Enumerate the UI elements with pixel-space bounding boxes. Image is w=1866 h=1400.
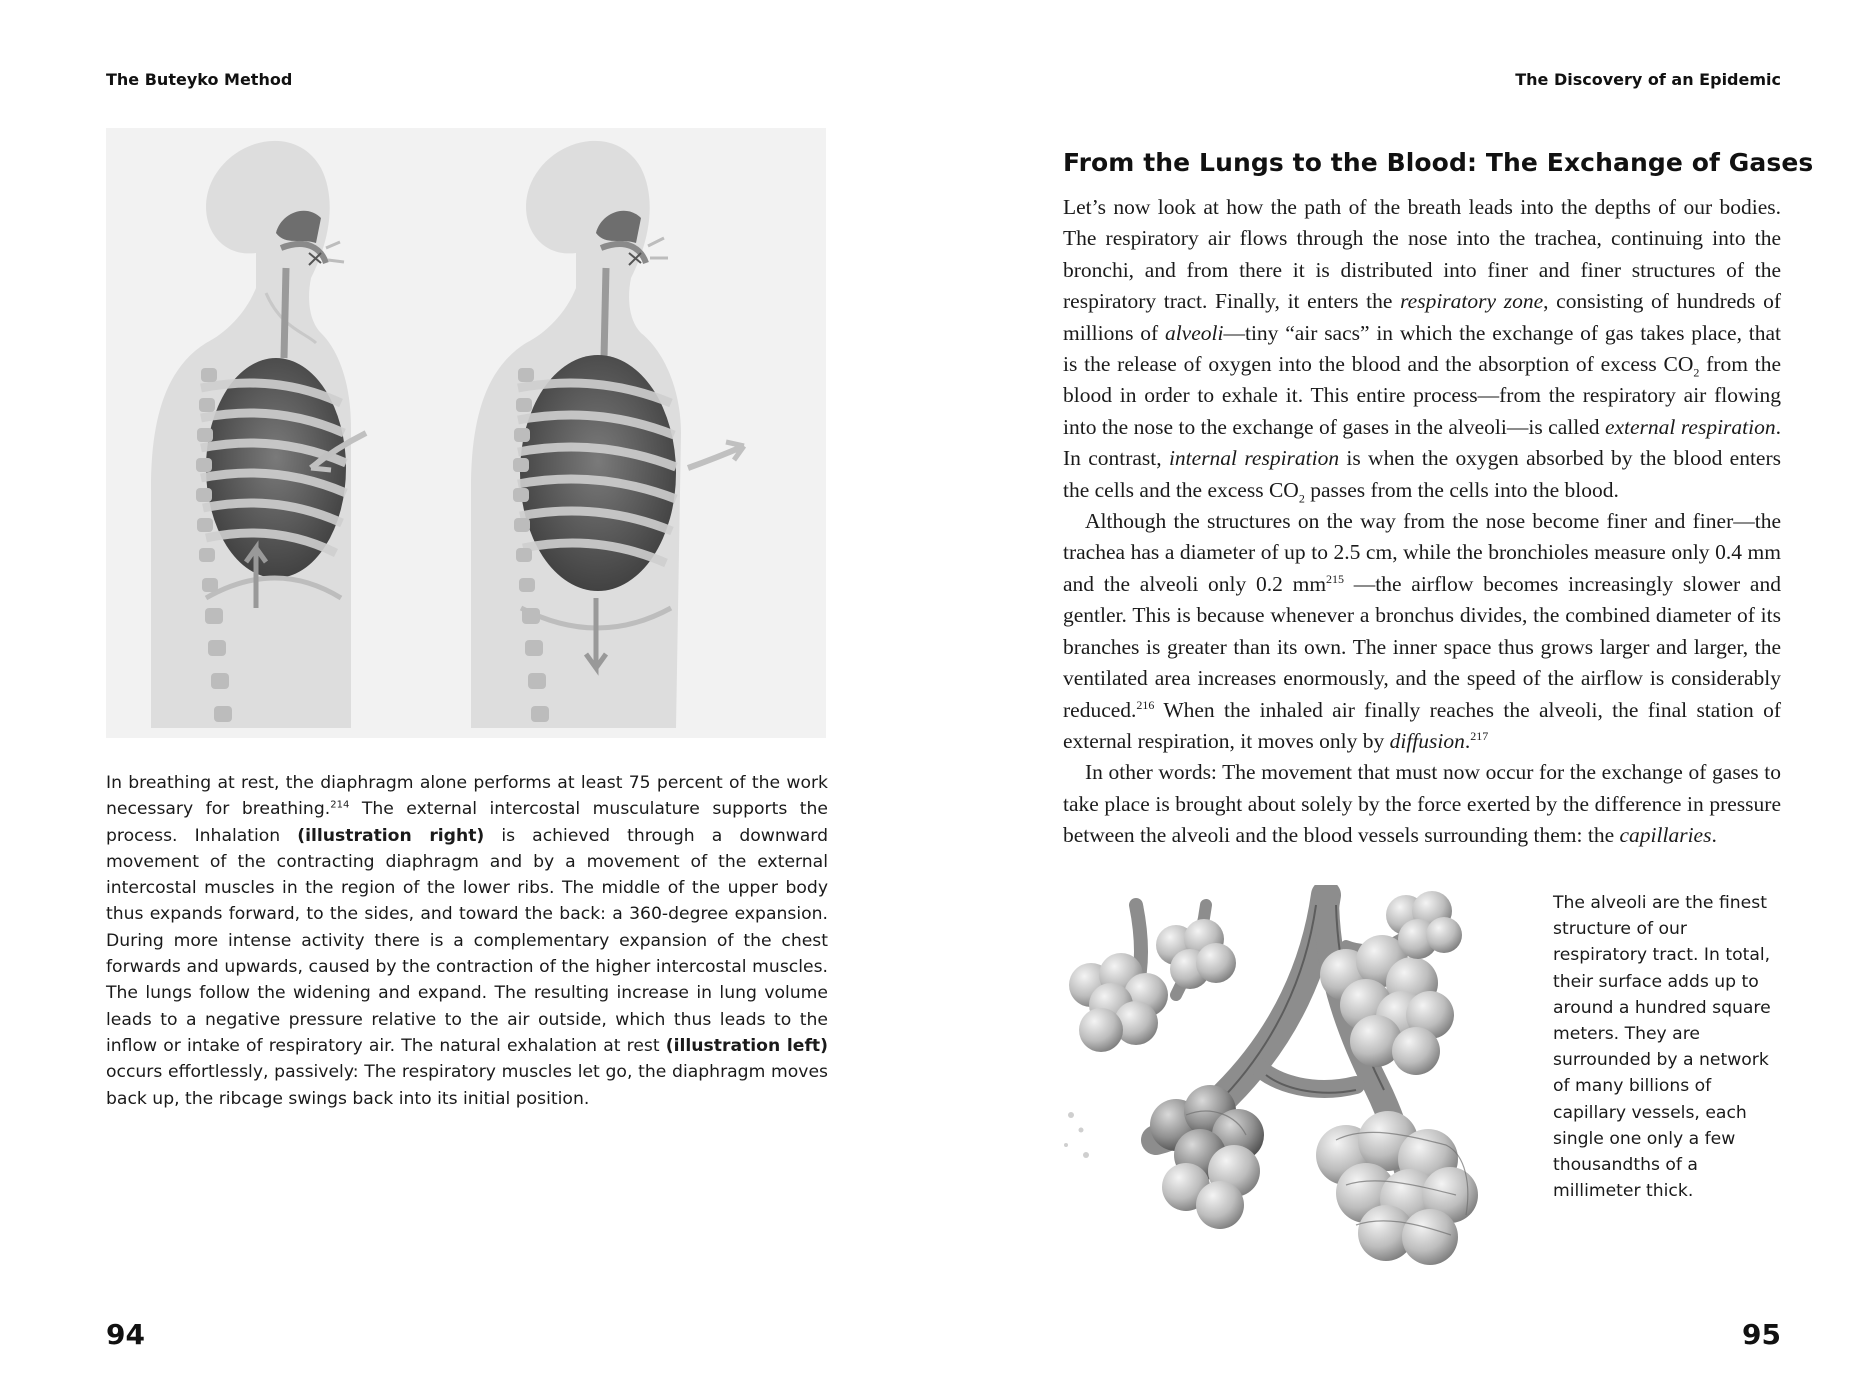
subscript-2: 2: [1298, 490, 1305, 505]
body-text-run: .: [1464, 728, 1471, 753]
subscript-2: 2: [1693, 365, 1700, 380]
breathing-caption-paragraph: [106, 770, 828, 1112]
caption-text: In breathing at rest, the diaphragm alone performs at least 75 percent of the work necessary for breathing.: [106, 773, 828, 820]
body-text-run: .: [1711, 823, 1717, 848]
body-paragraph-1: [1063, 192, 1781, 506]
term-capillaries: capillaries: [1619, 823, 1712, 848]
right-page: [933, 0, 1866, 1400]
body-text-run: Although the structures on the way from the nose become finer and finer—the trachea has a diameter of up to 2.5 cm, while the bronchioles measure only 0.4 mm and the alveoli only 0.2 mm: [1063, 509, 1781, 596]
body-text-run: passes from the cells into the blood.: [1304, 477, 1619, 502]
term-respiratory-zone: respiratory zone: [1400, 289, 1544, 314]
alveoli-caption-text: The alveoli are the finest structure of our respiratory tract. In total, their surface adds up to around a hundred square meters. They are surrounded by a network of many billions of capillary vessels, each single one only a few thousandths of a millimeter thick.: [1553, 893, 1771, 1202]
body-text-run: from the blood in order to exhale it. This entire process—from the respiratory air flowing into the nose to the exchange of gases in the alveoli—is called: [1063, 352, 1781, 439]
footnote-ref-214[interactable]: 214: [330, 799, 350, 811]
breathing-illustration-icon: [106, 128, 826, 738]
footnote-ref-216[interactable]: 216: [1136, 697, 1155, 712]
section-heading: From the Lungs to the Blood: The Exchange of Gases: [1063, 148, 1814, 177]
body-text-run: When the inhaled air finally reaches the alveoli, the final station of external respiration, it moves only by: [1063, 697, 1781, 753]
term-external-respiration: external respiration: [1604, 414, 1776, 439]
term-diffusion: diffusion: [1389, 728, 1465, 753]
body-text-run: , consisting of hundreds of millions of: [1063, 289, 1781, 345]
body-text-run: . In contrast,: [1063, 414, 1781, 471]
body-text-run: —tiny “air sacs” in which the exchange of gas takes place, that is the release of oxygen into the blood and the absorption of excess CO: [1063, 320, 1781, 377]
caption-text: is achieved through a downward movement of the contracting diaphragm and by a movement of the external intercostal muscles in the region of the lower ribs. The middle of the upper body thus expands forward, to the sides, and toward the back: a 360-degree expansion. During more intense activity there is a complementary expansion of the chest forwards and upwards, caused by the contraction of the higher intercostal muscles. The lungs follow the widening and expand. The resulting increase in lung volume leads to a negative pressure relative to the air outside, which thus leads to the inflow or intake of respiratory air. The natural exhalation at rest: [106, 825, 828, 1056]
alveoli-illustration-icon: [1026, 885, 1566, 1290]
body-text-run: is when the oxygen absorbed by the blood enters the cells and the excess CO: [1063, 446, 1781, 502]
body-text: [1063, 192, 1781, 852]
running-head-right: The Discovery of an Epidemic: [1515, 70, 1781, 89]
body-text-run: Let’s now look at how the path of the breath leads into the depths of our bodies. The respiratory air flows through the nose into the trachea, continuing into the bronchi, and from there it is distributed into finer and finer structures of the respiratory tract. Finally, it enters the: [1063, 195, 1781, 314]
running-head-left: The Buteyko Method: [106, 70, 293, 89]
alveoli-illustration: [1026, 885, 1566, 1290]
term-internal-respiration: internal respiration: [1168, 446, 1340, 471]
caption-text: occurs effortlessly, passively: The respiratory muscles let go, the diaphragm moves back up, the ribcage swings back into its initial position.: [106, 1062, 828, 1109]
body-text-run: In other words: The movement that must now occur for the exchange of gases to take place is brought about solely by the force exerted by the difference in pressure between the alveoli and the blood vessels surrounding them: the: [1063, 760, 1781, 848]
body-text-run: —the airflow becomes increasingly slower and gentler. This is because whenever a bronchus divides, the combined diameter of its branches is greater than its own. The inner space thus grows larger and larger, the ventilated area increases enormously, and the speed of the airflow is considerably reduced.: [1063, 571, 1781, 722]
page-number-right: 95: [1742, 1318, 1781, 1351]
caption-bold-illustration-right: (illustration right): [297, 825, 485, 846]
breathing-caption: [106, 770, 828, 1112]
footnote-ref-215[interactable]: 215: [1326, 571, 1345, 586]
breathing-illustration: [106, 128, 826, 738]
body-paragraph-2: [1063, 506, 1781, 757]
body-paragraph-3: [1063, 757, 1781, 851]
term-alveoli: alveoli: [1164, 320, 1224, 345]
alveoli-caption: [1553, 890, 1783, 1204]
caption-text: The external intercostal musculature supports the process. Inhalation: [106, 799, 828, 846]
page-number-left: 94: [106, 1318, 145, 1351]
caption-bold-illustration-left: (illustration left): [665, 1035, 828, 1056]
footnote-ref-217[interactable]: 217: [1470, 728, 1489, 743]
